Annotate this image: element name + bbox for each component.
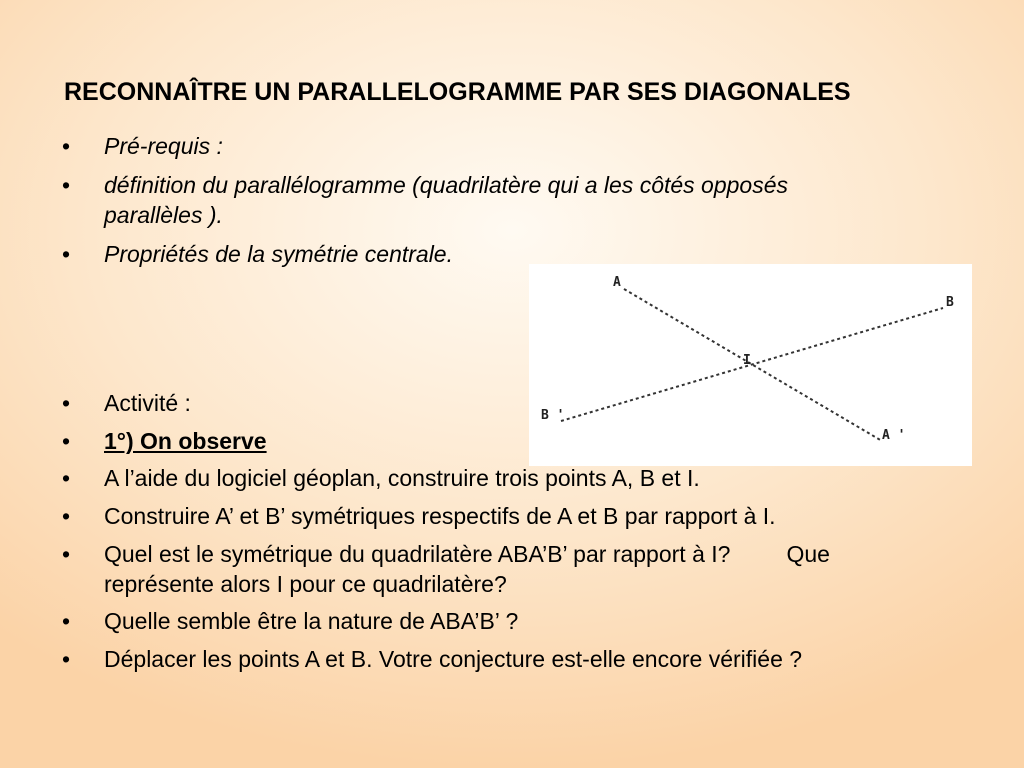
activity-step: 1°) On observe: [104, 428, 267, 454]
activity-heading: Activité :: [104, 390, 191, 416]
activity-line1: A l’aide du logiciel géoplan, construire trois points A, B et I.: [104, 465, 700, 491]
bullet-activity-step: [60, 426, 990, 456]
bullet-dot: •: [62, 465, 71, 491]
prereq-symmetry: Propriétés de la symétrie centrale.: [104, 241, 453, 267]
bullet-prereq-definition: [60, 170, 990, 230]
bullet-activity-line3: [60, 539, 990, 599]
bullet-dot: •: [62, 608, 71, 634]
label-point-b-prime: B ': [541, 408, 565, 423]
prereq-definition-line2: parallèles ).: [104, 202, 223, 228]
prereq-heading: Pré-requis :: [104, 133, 223, 159]
bullet-dot: •: [62, 503, 71, 529]
bullet-activity-line1: [60, 463, 990, 493]
label-point-a: A: [613, 275, 621, 290]
bullet-dot: •: [62, 646, 71, 672]
activity-line4: Quelle semble être la nature de ABA’B’ ?: [104, 608, 519, 634]
bullet-dot: •: [62, 133, 71, 159]
activity-line2: Construire A’ et B’ symétriques respectifs de A et B par rapport à I.: [104, 503, 776, 529]
bullet-dot: •: [62, 172, 71, 198]
activity-line5: Déplacer les points A et B. Votre conjecture est-elle encore vérifiée ?: [104, 646, 803, 672]
bullet-activity-line4: [60, 606, 990, 636]
bullet-dot: •: [62, 241, 71, 267]
bullet-activity-line5: [60, 644, 990, 674]
bullet-dot: •: [62, 428, 71, 454]
bullet-activity-heading: [60, 388, 990, 418]
bullet-activity-line2: [60, 501, 990, 531]
label-point-a-prime: A ': [882, 428, 906, 443]
label-point-i: I: [743, 353, 751, 368]
slide-title: RECONNAÎTRE UN PARALLELOGRAMME PAR SES DIAGONALES: [64, 78, 851, 106]
bullet-prereq-heading: [60, 131, 990, 161]
prereq-definition-line1: définition du parallélogramme (quadrilatère qui a les côtés opposés: [104, 172, 789, 198]
bullet-dot: •: [62, 390, 71, 416]
activity-line3b: Que: [786, 541, 830, 567]
bullet-dot: •: [62, 541, 71, 567]
activity-line3a: Quel est le symétrique du quadrilatère ABA’B’ par rapport à I?: [104, 541, 731, 567]
label-point-b: B: [946, 295, 954, 310]
activity-line3c: représente alors I pour ce quadrilatère?: [104, 571, 507, 597]
